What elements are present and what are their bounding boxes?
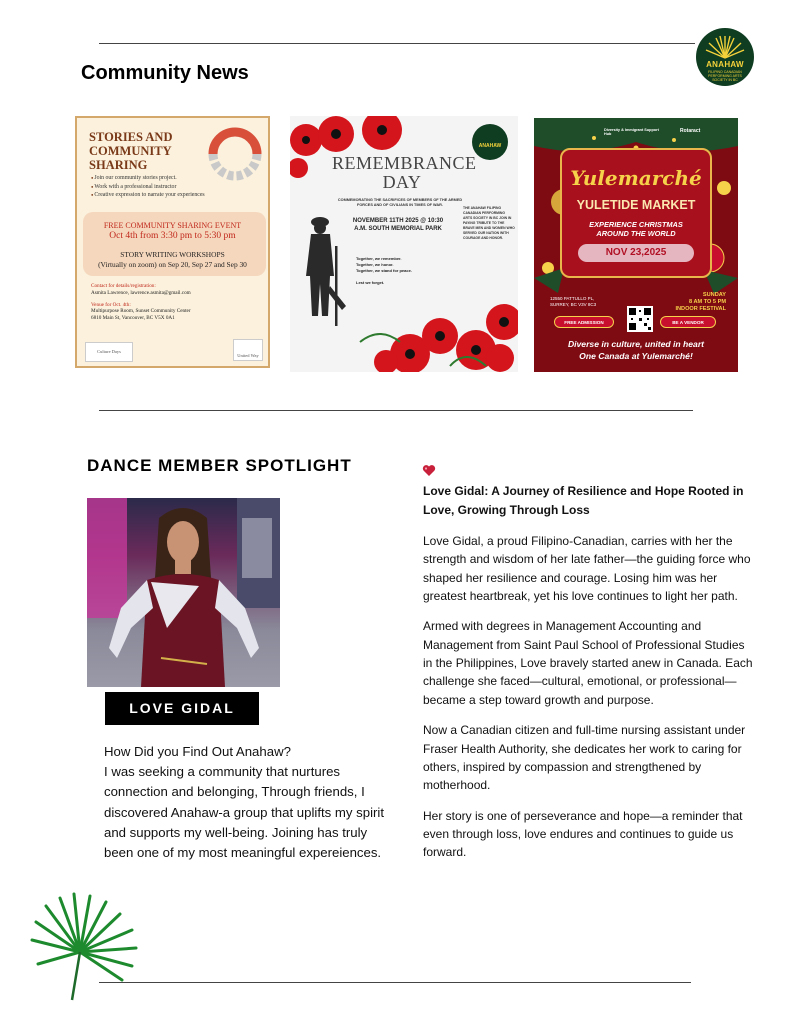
contact-value: Asmita Lawrence, lawrence.asmita@gmail.com	[91, 289, 191, 296]
yulemarche-hours: 8 AM TO 5 PM	[689, 299, 726, 305]
event-info	[77, 220, 268, 242]
story-paragraph: Now a Canadian citizen and full-time nursing assistant under Fraser Health Authority, she dedicates her work to caring for others, inspired by compassion and strengthened by motherhood.	[423, 723, 746, 793]
logo-tagline: FILIPINO CANADIAN PERFORMING ARTS SOCIETY IN BC	[708, 70, 742, 82]
workshops-dates: (Virtually on zoom) on Sep 20, Sep 27 and Sep 30	[98, 260, 247, 269]
logo-wordmark: ANAHAW	[706, 60, 744, 69]
yulemarche-address: 12550 PATTULLO PL, SURREY, BC V3V 8C3	[550, 296, 597, 307]
bottom-divider	[99, 982, 691, 983]
remembrance-title: REMEMBRANCE DAY	[332, 153, 477, 192]
poster-yulemarche[interactable]	[534, 118, 738, 372]
sponsor-rotaract: Rotaract	[680, 128, 701, 134]
venue-label: Venue for Oct. 4th:	[91, 301, 131, 308]
member-photo	[87, 498, 280, 687]
contact-info	[91, 283, 266, 322]
experience-christmas: EXPERIENCE CHRISTMAS AROUND THE WORLD	[589, 220, 683, 238]
yulemarche-day: SUNDAY	[702, 292, 726, 298]
anahaw-logo	[696, 28, 754, 86]
event-title: FREE COMMUNITY SHARING EVENT	[103, 221, 242, 230]
story-paragraph: Her story is one of perseverance and hope—a reminder that even through loss, love endures and continues to guide us forward.	[423, 808, 743, 860]
qa-answer: I was seeking a community that nurtures connection and belonging, Through friends, I discovered Anahaw-a group that uplifts my spirit and supports my well-being. Joining has truly been one of my most meaningful expereiences.	[104, 764, 385, 861]
bullet-item: ● Work with a professional instructor	[91, 183, 261, 192]
anahaw-small-logo	[472, 124, 508, 160]
community-news-title: Community News	[81, 62, 249, 84]
motto-line: Lest we forget.	[356, 280, 385, 285]
poster-stories-title: STORIES AND COMMUNITY SHARING	[89, 130, 173, 172]
qa-question: How Did you Find Out Anahaw?	[104, 744, 291, 759]
story-body	[423, 532, 755, 874]
tagline-line2: One Canada at Yulemarché!	[579, 351, 693, 361]
palm-leaf-icon	[30, 892, 142, 1009]
free-admission-badge: FREE ADMISSION	[554, 316, 614, 328]
motto-line: Together, we honor.	[356, 262, 394, 267]
remembrance-subtitle: COMMEMORATING THE SACRIFICES OF MEMBERS OF THE ARMED FORCES AND OF CIVILIANS IN TIMES OF WAR.	[337, 198, 463, 207]
tagline-line1: Diverse in culture, united in heart	[567, 339, 705, 349]
yulemarche-brand: Yulemarché	[570, 166, 702, 190]
culture-days-logo: Culture Days	[85, 342, 133, 362]
remembrance-side-text: THE ANAHAW FILIPINO CANADIAN PERFORMING ARTS SOCIETY IN BC JOIN IN PAYING TRIBUTE TO THE BRAVE MEN AND WOMEN WHO SERVED OUR NATION WITH COURAGE AND HONOR.	[463, 206, 515, 240]
contact-label: Contact for details/registration:	[91, 283, 156, 289]
story-paragraph: Love Gidal, a proud Filipino-Canadian, carries with her the strength and wisdom of her late father—the guiding force who shaped her resilience and courage. Losing him was her greatest heartbreak, yet his love continues to light her path.	[423, 534, 751, 603]
yulemarche-venue-type: INDOOR FESTIVAL	[675, 306, 726, 312]
be-a-vendor-button[interactable]: BE A VENDOR	[660, 316, 716, 328]
small-logo-text: ANAHAW	[478, 143, 502, 149]
spotlight-title: DANCE MEMBER SPOTLIGHT	[87, 456, 352, 475]
member-qa	[104, 742, 400, 863]
workshops-info	[77, 250, 268, 270]
motto-line: Together, we stand for peace.	[356, 268, 412, 273]
bullet-item: ● Join our community stories project.	[91, 174, 261, 183]
poster-stories-bullets	[91, 174, 261, 200]
workshops-title: STORY WRITING WORKSHOPS	[120, 250, 225, 259]
yulemarche-tagline	[534, 338, 738, 362]
venue-line2: 6810 Main St, Vancouver, BC V5X 0A1	[91, 315, 175, 322]
member-portrait-illustration	[87, 498, 280, 687]
heart-icon	[422, 464, 436, 482]
sponsor-dish: Diversity & Immigrant Support Hub	[604, 128, 659, 136]
palm-leaf-icon	[696, 28, 754, 62]
remembrance-motto	[356, 256, 456, 286]
poster-remembrance-day[interactable]	[290, 116, 518, 372]
yulemarche-when	[675, 292, 726, 313]
middle-divider	[99, 410, 693, 411]
story-paragraph: Armed with degrees in Management Accounting and Management from Saint Paul School of Professional Studies in the Philippines, Love bravely started anew in Canada. Each challenge she faced—cultural, emotional, or professional—became a step toward growth and purpose.	[423, 619, 753, 707]
remembrance-when: NOVEMBER 11TH 2025 @ 10:30 A.M. SOUTH MEMORIAL PARK	[352, 218, 444, 232]
yulemarche-date: NOV 23,2025	[578, 244, 694, 262]
venue-line1: Multipurpose Room, Sunset Community Center	[91, 308, 191, 315]
motto-line: Together, we remember.	[356, 256, 402, 261]
bullet-item: ● Creative expression to narrate your experiences	[91, 191, 261, 200]
event-time: Oct 4th from 3:30 pm to 5:30 pm	[109, 231, 236, 241]
qr-code-icon	[627, 306, 653, 332]
united-way-logo: United Way	[233, 339, 263, 361]
poster-stories-community-sharing[interactable]	[75, 116, 270, 368]
top-divider	[99, 43, 695, 44]
member-name-plate: LOVE GIDAL	[105, 692, 259, 725]
yuletide-market: YULETIDE MARKET	[576, 198, 696, 212]
story-title: Love Gidal: A Journey of Resilience and Hope Rooted in Love, Growing Through Loss	[423, 484, 744, 517]
